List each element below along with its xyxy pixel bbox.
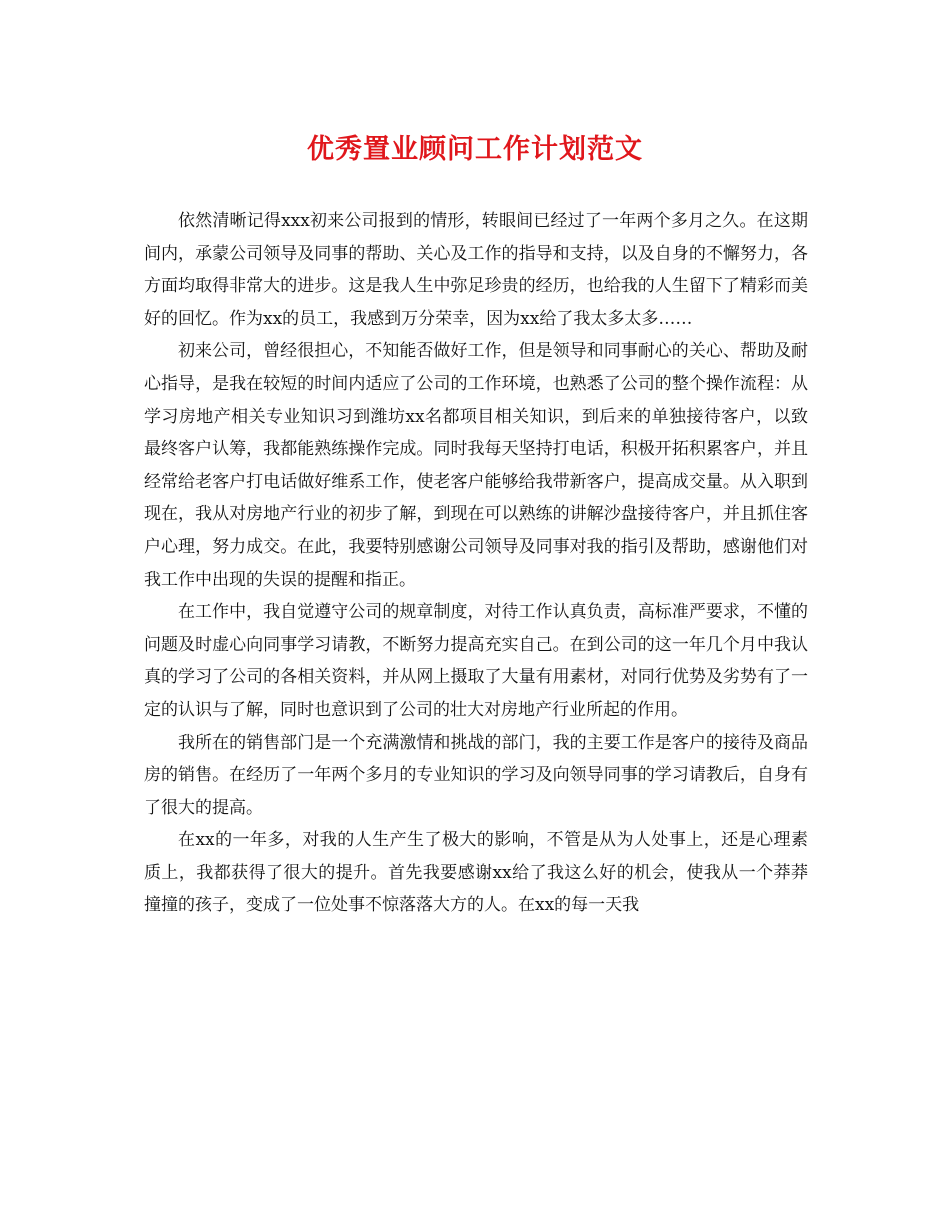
- document-title: 优秀置业顾问工作计划范文: [307, 134, 643, 165]
- body-paragraph-5: 在xx的一年多，对我的人生产生了极大的影响，不管是从为人处事上，还是心理素质上，我都获得了很大的提升。首先我要感谢xx给了我这么好的机会，使我从一个莽莽撞撞的孩子，变成了一位处事不惊落落大方的人。在xx的每一天我: [144, 830, 808, 916]
- body-paragraph-4: 我所在的销售部门是一个充满激情和挑战的部门，我的主要工作是客户的接待及商品房的销售。在经历了一年两个多月的专业知识的学习及向领导同事的学习请教后，自身有了很大的提高。: [144, 732, 808, 818]
- body-paragraph-1: 依然清晰记得xxx初来公司报到的情形，转眼间已经过了一年两个多月之久。在这期间内，承蒙公司领导及同事的帮助、关心及工作的指导和支持，以及自身的不懈努力，各方面均取得非常大的进步。这是我人生中弥足珍贵的经历，也给我的人生留下了精彩而美好的回忆。作为xx的员工，我感到万分荣幸，因为xx给了我太多太多……: [144, 211, 808, 329]
- body-paragraph-3: 在工作中，我自觉遵守公司的规章制度，对待工作认真负责，高标准严要求，不懂的问题及时虚心向同事学习请教，不断努力提高充实自己。在到公司的这一年几个月中我认真的学习了公司的各相关资料，并从网上摄取了大量有用素材，对同行优势及劣势有了一定的认识与了解，同时也意识到了公司的壮大对房地产行业所起的作用。: [144, 602, 808, 720]
- document-body: [144, 205, 808, 922]
- body-paragraph-2: 初来公司，曾经很担心，不知能否做好工作，但是领导和同事耐心的关心、帮助及耐心指导，是我在较短的时间内适应了公司的工作环境，也熟悉了公司的整个操作流程：从学习房地产相关专业知识习到潍坊xx名都项目相关知识，到后来的单独接待客户，以致最终客户认筹，我都能熟练操作完成。同时我每天坚持打电话，积极开拓积累客户，并且经常给老客户打电话做好维系工作，使老客户能够给我带新客户，提高成交量。从入职到现在，我从对房地产行业的初步了解，到现在可以熟练的讲解沙盘接待客户，并且抓住客户心理，努力成交。在此，我要特别感谢公司领导及同事对我的指引及帮助，感谢他们对我工作中出现的失误的提醒和指正。: [144, 341, 808, 590]
